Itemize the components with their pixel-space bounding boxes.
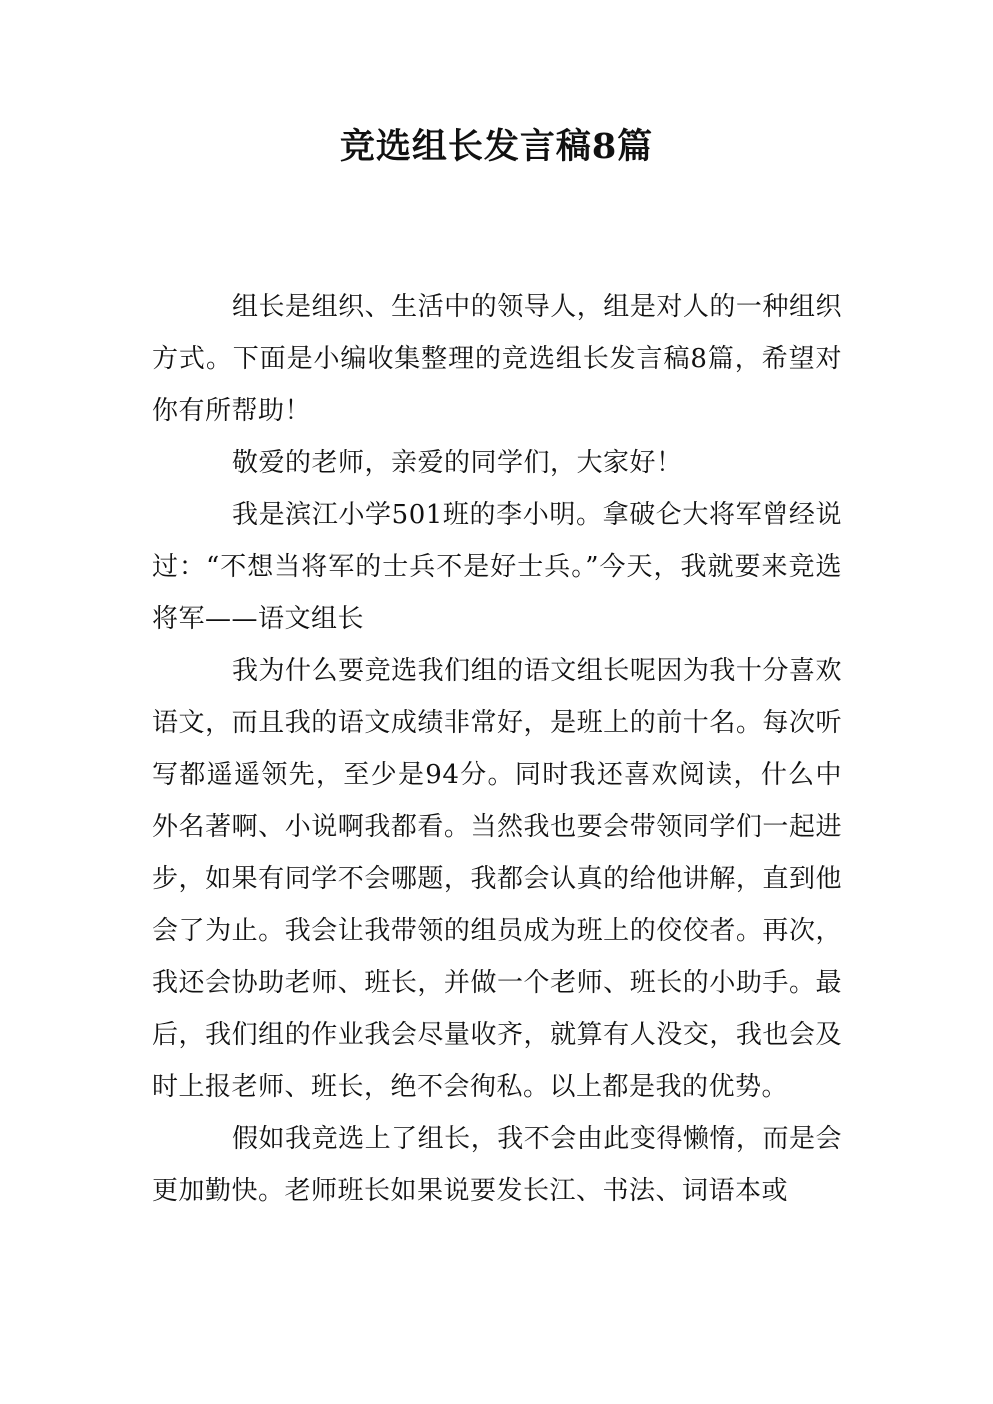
paragraph-greeting: 敬爱的老师，亲爱的同学们，大家好！ xyxy=(232,448,683,478)
document-body xyxy=(152,281,842,1217)
document-title: 竞选组长发言稿8篇 xyxy=(339,126,654,167)
paragraph-self-introduction: 我是滨江小学501班的李小明。拿破仑大将军曾经说过：“不想当将军的士兵不是好士兵。”今天，我就要来竞选将军——语文组长 xyxy=(152,500,842,634)
paragraph-reasons: 我为什么要竞选我们组的语文组长呢因为我十分喜欢语文，而且我的语文成绩非常好，是班上的前十名。每次听写都遥遥领先，至少是94分。同时我还喜欢阅读，什么中外名著啊、小说啊我都看。当然我也要会带领同学们一起进步，如果有同学不会哪题，我都会认真的给他讲解，直到他会了为止。我会让我带领的组员成为班上的佼佼者。再次，我还会协助老师、班长，并做一个老师、班长的小助手。最后，我们组的作业我会尽量收齐，就算有人没交，我也会及时上报老师、班长，绝不会徇私。以上都是我的优势。 xyxy=(152,656,842,1102)
paragraph-promise: 假如我竞选上了组长，我不会由此变得懒惰，而是会更加勤快。老师班长如果说要发长江、书法、词语本或 xyxy=(152,1124,842,1206)
paragraph-intro: 组长是组织、生活中的领导人，组是对人的一种组织方式。下面是小编收集整理的竞选组长发言稿8篇，希望对你有所帮助！ xyxy=(152,292,842,426)
